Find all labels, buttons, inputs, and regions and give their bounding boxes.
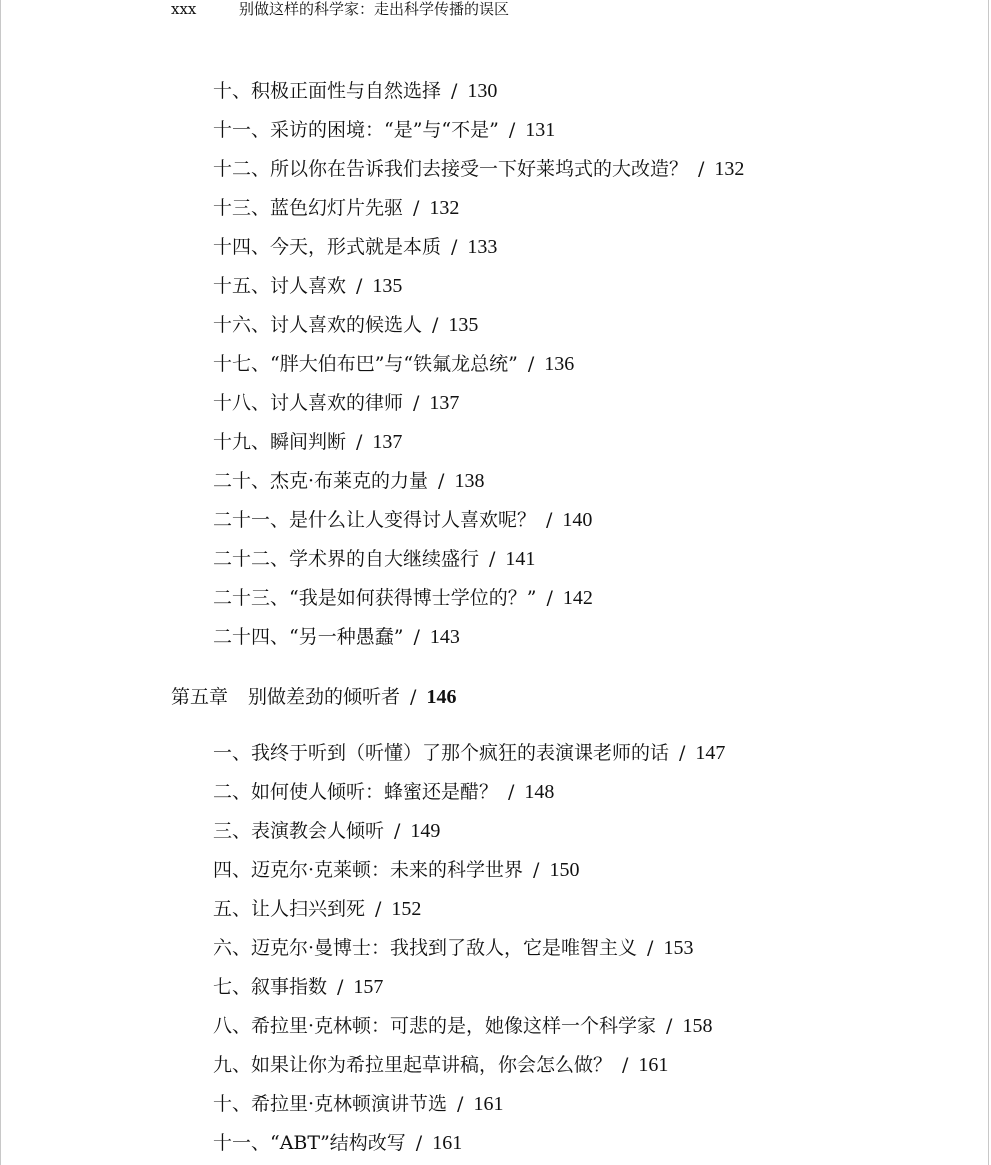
toc-entry bbox=[213, 1053, 668, 1077]
chapter-page-number: 146 bbox=[426, 686, 457, 708]
toc-page-number: 131 bbox=[525, 119, 556, 141]
toc-separator: / bbox=[533, 859, 540, 881]
book-title: 别做这样的科学家：走出科学传播的误区 bbox=[239, 0, 510, 18]
toc-separator: / bbox=[527, 353, 535, 375]
toc-entry bbox=[213, 118, 555, 142]
toc-page-number: 152 bbox=[391, 898, 422, 920]
toc-separator: / bbox=[647, 937, 654, 959]
toc-entry-title: 十七、“胖大伯布巴”与“铁氟龙总统” bbox=[213, 353, 518, 375]
toc-entry-title: 十五、讨人喜欢 bbox=[213, 275, 347, 297]
toc-entry bbox=[213, 586, 593, 610]
toc-entry-title: 十九、瞬间判断 bbox=[213, 431, 347, 453]
toc-entry-title: 二十、杰克·布莱克的力量 bbox=[213, 470, 429, 492]
toc-entry-title: 十三、蓝色幻灯片先驱 bbox=[213, 197, 404, 219]
toc-chapter-heading bbox=[171, 685, 456, 709]
toc-entry-title: 三、表演教会人倾听 bbox=[213, 820, 385, 842]
toc-separator: / bbox=[698, 158, 705, 180]
toc-separator: / bbox=[413, 197, 420, 219]
toc-entry-title: 四、迈克尔·克莱顿：未来的科学世界 bbox=[213, 859, 524, 881]
toc-entry-title: 十四、今天，形式就是本质 bbox=[213, 236, 442, 258]
toc-entry bbox=[213, 235, 497, 259]
toc-separator: / bbox=[410, 686, 417, 708]
toc-separator: / bbox=[375, 898, 382, 920]
toc-page-number: 157 bbox=[353, 976, 384, 998]
toc-entry-title: 二十四、“另一种愚蠢” bbox=[213, 626, 404, 648]
toc-entry bbox=[213, 780, 554, 804]
page-edge-left bbox=[0, 0, 1, 1165]
toc-entry-title: 二、如何使人倾听：蜂蜜还是醋？ bbox=[213, 781, 499, 803]
toc-entry bbox=[213, 430, 402, 454]
toc-separator: / bbox=[415, 1132, 423, 1154]
toc-entry bbox=[213, 469, 484, 493]
toc-separator: / bbox=[337, 976, 344, 998]
toc-page-number: 137 bbox=[372, 431, 403, 453]
toc-entry bbox=[213, 897, 421, 921]
toc-page-number: 141 bbox=[505, 548, 536, 570]
page-folio: xxx bbox=[171, 0, 197, 18]
toc-separator: / bbox=[457, 1093, 464, 1115]
toc-separator: / bbox=[679, 742, 686, 764]
toc-page-number: 130 bbox=[467, 80, 498, 102]
toc-page-number: 136 bbox=[544, 353, 575, 375]
toc-page-number: 149 bbox=[410, 820, 441, 842]
toc-page-number: 153 bbox=[663, 937, 694, 959]
toc-separator: / bbox=[356, 431, 363, 453]
toc-entry-title: 二十二、学术界的自大继续盛行 bbox=[213, 548, 480, 570]
toc-separator: / bbox=[356, 275, 363, 297]
toc-entry-title: 七、叙事指数 bbox=[213, 976, 328, 998]
toc-page-number: 142 bbox=[562, 587, 593, 609]
toc-entry-title: 六、迈克尔·曼博士：我找到了敌人，它是唯智主义 bbox=[213, 937, 638, 959]
toc-page-number: 147 bbox=[695, 742, 726, 764]
toc-entry bbox=[213, 1092, 503, 1116]
toc-page-number: 161 bbox=[473, 1093, 504, 1115]
toc-entry-title: 十、积极正面性与自然选择 bbox=[213, 80, 442, 102]
toc-separator: / bbox=[451, 236, 458, 258]
toc-page-number: 138 bbox=[454, 470, 485, 492]
toc-separator: / bbox=[508, 119, 516, 141]
toc-page-number: 135 bbox=[448, 314, 479, 336]
toc-entry-title: 二十三、“我是如何获得博士学位的？” bbox=[213, 587, 537, 609]
toc-entry-title: 十一、“ABT”结构改写 bbox=[213, 1132, 406, 1154]
toc-page-number: 140 bbox=[562, 509, 593, 531]
toc-entry bbox=[213, 936, 693, 960]
toc-page-number: 161 bbox=[432, 1132, 463, 1154]
toc-page-number: 137 bbox=[429, 392, 460, 414]
toc-entry bbox=[213, 274, 402, 298]
toc-entry bbox=[213, 741, 725, 765]
toc-page-number: 143 bbox=[429, 626, 460, 648]
toc-entry-title: 十二、所以你在告诉我们去接受一下好莱坞式的大改造？ bbox=[213, 158, 689, 180]
toc-page-number: 150 bbox=[549, 859, 580, 881]
toc-entry bbox=[213, 79, 497, 103]
chapter-title: 别做差劲的倾听者 bbox=[248, 686, 401, 708]
toc-entry bbox=[213, 196, 459, 220]
toc-entry bbox=[213, 547, 535, 571]
toc-entry bbox=[213, 313, 478, 337]
toc-entry-title: 五、让人扫兴到死 bbox=[213, 898, 366, 920]
toc-page-number: 132 bbox=[429, 197, 460, 219]
toc-entry-title: 十八、讨人喜欢的律师 bbox=[213, 392, 404, 414]
toc-entry-title: 十、希拉里·克林顿演讲节选 bbox=[213, 1093, 448, 1115]
toc-page-number: 135 bbox=[372, 275, 403, 297]
toc-separator: / bbox=[622, 1054, 629, 1076]
page-edge-right bbox=[988, 0, 989, 1165]
toc-separator: / bbox=[546, 587, 553, 609]
toc-separator: / bbox=[394, 820, 401, 842]
toc-separator: / bbox=[413, 392, 420, 414]
toc-entry bbox=[213, 975, 383, 999]
toc-separator: / bbox=[508, 781, 515, 803]
toc-entry-title: 九、如果让你为希拉里起草讲稿，你会怎么做？ bbox=[213, 1054, 613, 1076]
toc-entry bbox=[213, 1131, 462, 1155]
toc-entry bbox=[213, 508, 592, 532]
toc-page-number: 133 bbox=[467, 236, 498, 258]
toc-entry-title: 八、希拉里·克林顿：可悲的是，她像这样一个科学家 bbox=[213, 1015, 657, 1037]
toc-separator: / bbox=[413, 626, 420, 648]
toc-entry bbox=[213, 858, 579, 882]
chapter-number: 第五章 bbox=[171, 686, 229, 708]
toc-page-number: 158 bbox=[682, 1015, 713, 1037]
toc-separator: / bbox=[546, 509, 553, 531]
toc-page-number: 148 bbox=[524, 781, 555, 803]
toc-entry-title: 十一、采访的困境：“是”与“不是” bbox=[213, 119, 499, 141]
toc-entry bbox=[213, 157, 744, 181]
toc-page-number: 132 bbox=[714, 158, 745, 180]
toc-entry bbox=[213, 1014, 712, 1038]
toc-separator: / bbox=[451, 80, 458, 102]
toc-separator: / bbox=[432, 314, 439, 336]
toc-entry bbox=[213, 391, 459, 415]
toc-entry bbox=[213, 352, 574, 376]
toc-separator: / bbox=[666, 1015, 673, 1037]
toc-entry bbox=[213, 625, 460, 649]
running-header bbox=[171, 0, 509, 18]
toc-separator: / bbox=[438, 470, 445, 492]
toc-entry-title: 十六、讨人喜欢的候选人 bbox=[213, 314, 423, 336]
toc-page-number: 161 bbox=[638, 1054, 669, 1076]
toc-entry-title: 一、我终于听到（听懂）了那个疯狂的表演课老师的话 bbox=[213, 742, 670, 764]
toc-entry bbox=[213, 819, 440, 843]
toc-entry-title: 二十一、是什么让人变得讨人喜欢呢？ bbox=[213, 509, 537, 531]
toc-separator: / bbox=[489, 548, 496, 570]
